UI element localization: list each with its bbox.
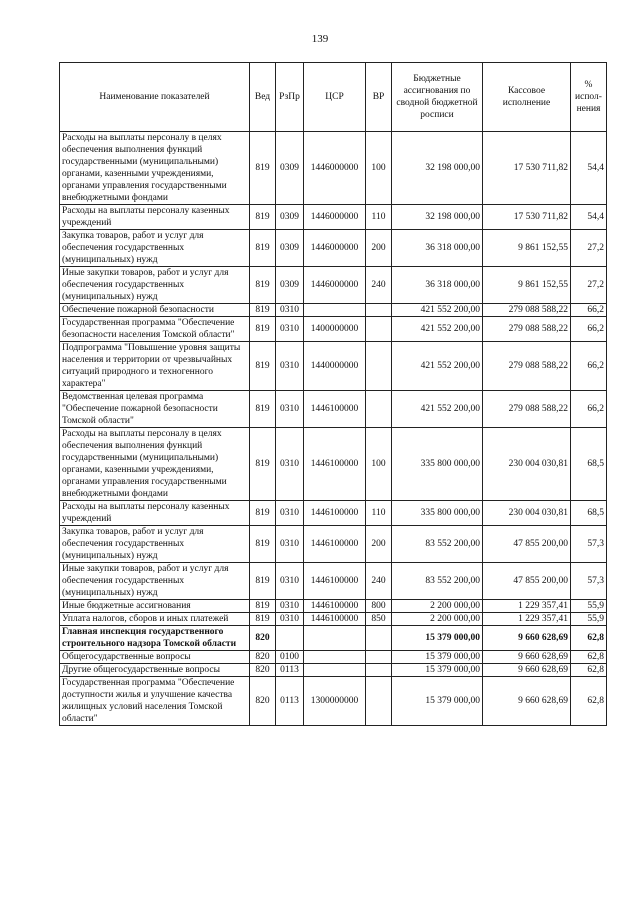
row-rzpr: 0309 — [276, 230, 304, 267]
table-row — [60, 342, 607, 391]
row-percent: 62,8 — [571, 664, 607, 677]
table-row — [60, 626, 607, 651]
row-vr: 240 — [366, 563, 392, 600]
row-cash-execution: 9 660 628,69 — [483, 626, 571, 651]
row-rzpr: 0310 — [276, 342, 304, 391]
row-rzpr: 0310 — [276, 600, 304, 613]
row-csr: 1446100000 — [304, 391, 366, 428]
table-row — [60, 651, 607, 664]
table-body — [60, 132, 607, 726]
row-vr: 850 — [366, 613, 392, 626]
header-vr: ВР — [366, 63, 392, 132]
row-csr: 1300000000 — [304, 677, 366, 726]
header-percent: % испол-нения — [571, 63, 607, 132]
row-assignments: 2 200 000,00 — [392, 613, 483, 626]
row-ved: 820 — [250, 651, 276, 664]
row-assignments: 421 552 200,00 — [392, 342, 483, 391]
row-rzpr: 0309 — [276, 267, 304, 304]
row-rzpr: 0310 — [276, 304, 304, 317]
row-vr — [366, 651, 392, 664]
header-cash-execution: Кассовое исполнение — [483, 63, 571, 132]
row-percent: 57,3 — [571, 563, 607, 600]
row-assignments: 36 318 000,00 — [392, 230, 483, 267]
row-name: Ведомственная целевая программа "Обеспечение пожарной безопасности Томской области" — [60, 391, 250, 428]
row-ved: 819 — [250, 391, 276, 428]
row-name: Расходы на выплаты персоналу в целях обеспечения выполнения функций государственными (муниципальными) органами, казенными учреждениями, органами управления государственными внебюджетными фондами — [60, 132, 250, 205]
row-percent: 62,8 — [571, 677, 607, 726]
table-row — [60, 205, 607, 230]
row-cash-execution: 17 530 711,82 — [483, 205, 571, 230]
row-vr: 110 — [366, 501, 392, 526]
row-cash-execution: 9 660 628,69 — [483, 664, 571, 677]
row-csr: 1446000000 — [304, 267, 366, 304]
row-cash-execution: 9 861 152,55 — [483, 267, 571, 304]
row-name: Уплата налогов, сборов и иных платежей — [60, 613, 250, 626]
row-percent: 27,2 — [571, 267, 607, 304]
row-assignments: 335 800 000,00 — [392, 501, 483, 526]
row-percent: 66,2 — [571, 391, 607, 428]
row-rzpr: 0113 — [276, 677, 304, 726]
row-assignments: 2 200 000,00 — [392, 600, 483, 613]
row-vr — [366, 626, 392, 651]
row-assignments: 36 318 000,00 — [392, 267, 483, 304]
row-cash-execution: 1 229 357,41 — [483, 600, 571, 613]
row-rzpr: 0310 — [276, 563, 304, 600]
row-ved: 819 — [250, 428, 276, 501]
row-cash-execution: 230 004 030,81 — [483, 428, 571, 501]
row-csr: 1446000000 — [304, 230, 366, 267]
row-ved: 819 — [250, 132, 276, 205]
table-row — [60, 664, 607, 677]
row-csr: 1446100000 — [304, 526, 366, 563]
row-assignments: 421 552 200,00 — [392, 317, 483, 342]
row-name: Иные закупки товаров, работ и услуг для обеспечения государственных (муниципальных) нужд — [60, 267, 250, 304]
table-row — [60, 613, 607, 626]
row-csr — [304, 664, 366, 677]
row-name: Государственная программа "Обеспечение доступности жилья и улучшение качества жилищных условий населения Томской области" — [60, 677, 250, 726]
header-rzpr: РзПр — [276, 63, 304, 132]
row-percent: 62,8 — [571, 651, 607, 664]
row-cash-execution: 279 088 588,22 — [483, 304, 571, 317]
table-row — [60, 677, 607, 726]
header-name: Наименование показателей — [60, 63, 250, 132]
row-assignments: 335 800 000,00 — [392, 428, 483, 501]
row-percent: 55,9 — [571, 613, 607, 626]
table-row — [60, 267, 607, 304]
row-ved: 819 — [250, 600, 276, 613]
row-ved: 819 — [250, 501, 276, 526]
row-name: Расходы на выплаты персоналу казенных учреждений — [60, 501, 250, 526]
row-ved: 819 — [250, 613, 276, 626]
row-vr — [366, 391, 392, 428]
row-csr: 1446000000 — [304, 132, 366, 205]
table-row — [60, 563, 607, 600]
row-name: Обеспечение пожарной безопасности — [60, 304, 250, 317]
table-row — [60, 132, 607, 205]
row-rzpr: 0310 — [276, 526, 304, 563]
row-name: Закупка товаров, работ и услуг для обеспечения государственных (муниципальных) нужд — [60, 526, 250, 563]
row-assignments: 32 198 000,00 — [392, 132, 483, 205]
row-vr: 240 — [366, 267, 392, 304]
table-row — [60, 501, 607, 526]
row-percent: 57,3 — [571, 526, 607, 563]
row-ved: 819 — [250, 205, 276, 230]
table-row — [60, 600, 607, 613]
row-percent: 54,4 — [571, 205, 607, 230]
row-ved: 819 — [250, 230, 276, 267]
row-csr: 1400000000 — [304, 317, 366, 342]
row-name: Другие общегосударственные вопросы — [60, 664, 250, 677]
row-name: Закупка товаров, работ и услуг для обеспечения государственных (муниципальных) нужд — [60, 230, 250, 267]
row-cash-execution: 47 855 200,00 — [483, 526, 571, 563]
page-number: 139 — [311, 33, 329, 45]
row-vr — [366, 677, 392, 726]
row-percent: 62,8 — [571, 626, 607, 651]
row-assignments: 15 379 000,00 — [392, 677, 483, 726]
row-csr — [304, 626, 366, 651]
row-rzpr: 0310 — [276, 391, 304, 428]
header-ved: Вед — [250, 63, 276, 132]
row-ved: 820 — [250, 626, 276, 651]
row-cash-execution: 9 660 628,69 — [483, 677, 571, 726]
row-assignments: 15 379 000,00 — [392, 651, 483, 664]
row-ved: 819 — [250, 267, 276, 304]
row-vr: 100 — [366, 132, 392, 205]
row-percent: 66,2 — [571, 317, 607, 342]
row-vr — [366, 317, 392, 342]
table-row — [60, 230, 607, 267]
row-assignments: 83 552 200,00 — [392, 526, 483, 563]
row-ved: 819 — [250, 342, 276, 391]
row-percent: 66,2 — [571, 342, 607, 391]
row-ved: 820 — [250, 664, 276, 677]
row-assignments: 32 198 000,00 — [392, 205, 483, 230]
table-row — [60, 391, 607, 428]
row-rzpr: 0310 — [276, 501, 304, 526]
row-cash-execution: 279 088 588,22 — [483, 342, 571, 391]
row-ved: 819 — [250, 317, 276, 342]
row-rzpr: 0310 — [276, 613, 304, 626]
row-cash-execution: 17 530 711,82 — [483, 132, 571, 205]
row-percent: 27,2 — [571, 230, 607, 267]
row-cash-execution: 279 088 588,22 — [483, 391, 571, 428]
row-rzpr: 0309 — [276, 205, 304, 230]
header-assignments: Бюджетные ассигнования по сводной бюджетной росписи — [392, 63, 483, 132]
row-assignments: 421 552 200,00 — [392, 391, 483, 428]
table-header-row — [60, 63, 607, 132]
table-row — [60, 428, 607, 501]
row-assignments: 15 379 000,00 — [392, 626, 483, 651]
row-csr: 1446100000 — [304, 600, 366, 613]
row-csr — [304, 304, 366, 317]
row-cash-execution: 9 861 152,55 — [483, 230, 571, 267]
row-cash-execution: 1 229 357,41 — [483, 613, 571, 626]
row-rzpr: 0309 — [276, 132, 304, 205]
row-csr: 1446100000 — [304, 501, 366, 526]
row-percent: 68,5 — [571, 501, 607, 526]
row-csr: 1440000000 — [304, 342, 366, 391]
header-csr: ЦСР — [304, 63, 366, 132]
row-assignments: 15 379 000,00 — [392, 664, 483, 677]
row-ved: 819 — [250, 563, 276, 600]
row-ved: 819 — [250, 304, 276, 317]
row-rzpr — [276, 626, 304, 651]
row-assignments: 83 552 200,00 — [392, 563, 483, 600]
row-csr: 1446100000 — [304, 563, 366, 600]
row-assignments: 421 552 200,00 — [392, 304, 483, 317]
row-vr: 110 — [366, 205, 392, 230]
row-rzpr: 0310 — [276, 428, 304, 501]
row-percent: 66,2 — [571, 304, 607, 317]
row-cash-execution: 47 855 200,00 — [483, 563, 571, 600]
row-vr — [366, 664, 392, 677]
row-name: Государственная программа "Обеспечение безопасности населения Томской области" — [60, 317, 250, 342]
row-vr: 800 — [366, 600, 392, 613]
row-rzpr: 0113 — [276, 664, 304, 677]
row-percent: 55,9 — [571, 600, 607, 613]
row-name: Иные закупки товаров, работ и услуг для обеспечения государственных (муниципальных) нужд — [60, 563, 250, 600]
row-cash-execution: 279 088 588,22 — [483, 317, 571, 342]
row-vr: 200 — [366, 526, 392, 563]
row-percent: 54,4 — [571, 132, 607, 205]
table-row — [60, 526, 607, 563]
row-name: Общегосударственные вопросы — [60, 651, 250, 664]
table-row — [60, 304, 607, 317]
row-name: Расходы на выплаты персоналу казенных учреждений — [60, 205, 250, 230]
row-csr: 1446100000 — [304, 428, 366, 501]
row-csr: 1446000000 — [304, 205, 366, 230]
row-ved: 819 — [250, 526, 276, 563]
table-row — [60, 317, 607, 342]
row-rzpr: 0310 — [276, 317, 304, 342]
row-name: Главная инспекция государственного строительного надзора Томской области — [60, 626, 250, 651]
row-vr — [366, 304, 392, 317]
row-name: Подпрограмма "Повышение уровня защиты населения и территории от чрезвычайных ситуаций природного и техногенного характера" — [60, 342, 250, 391]
row-rzpr: 0100 — [276, 651, 304, 664]
row-ved: 820 — [250, 677, 276, 726]
row-csr: 1446100000 — [304, 613, 366, 626]
row-name: Иные бюджетные ассигнования — [60, 600, 250, 613]
row-cash-execution: 230 004 030,81 — [483, 501, 571, 526]
row-percent: 68,5 — [571, 428, 607, 501]
row-vr: 100 — [366, 428, 392, 501]
row-name: Расходы на выплаты персоналу в целях обеспечения выполнения функций государственными (муниципальными) органами, казенными учреждениями, органами управления государственными внебюджетными фондами — [60, 428, 250, 501]
row-cash-execution: 9 660 628,69 — [483, 651, 571, 664]
row-vr — [366, 342, 392, 391]
row-vr: 200 — [366, 230, 392, 267]
row-csr — [304, 651, 366, 664]
budget-table — [59, 62, 607, 726]
